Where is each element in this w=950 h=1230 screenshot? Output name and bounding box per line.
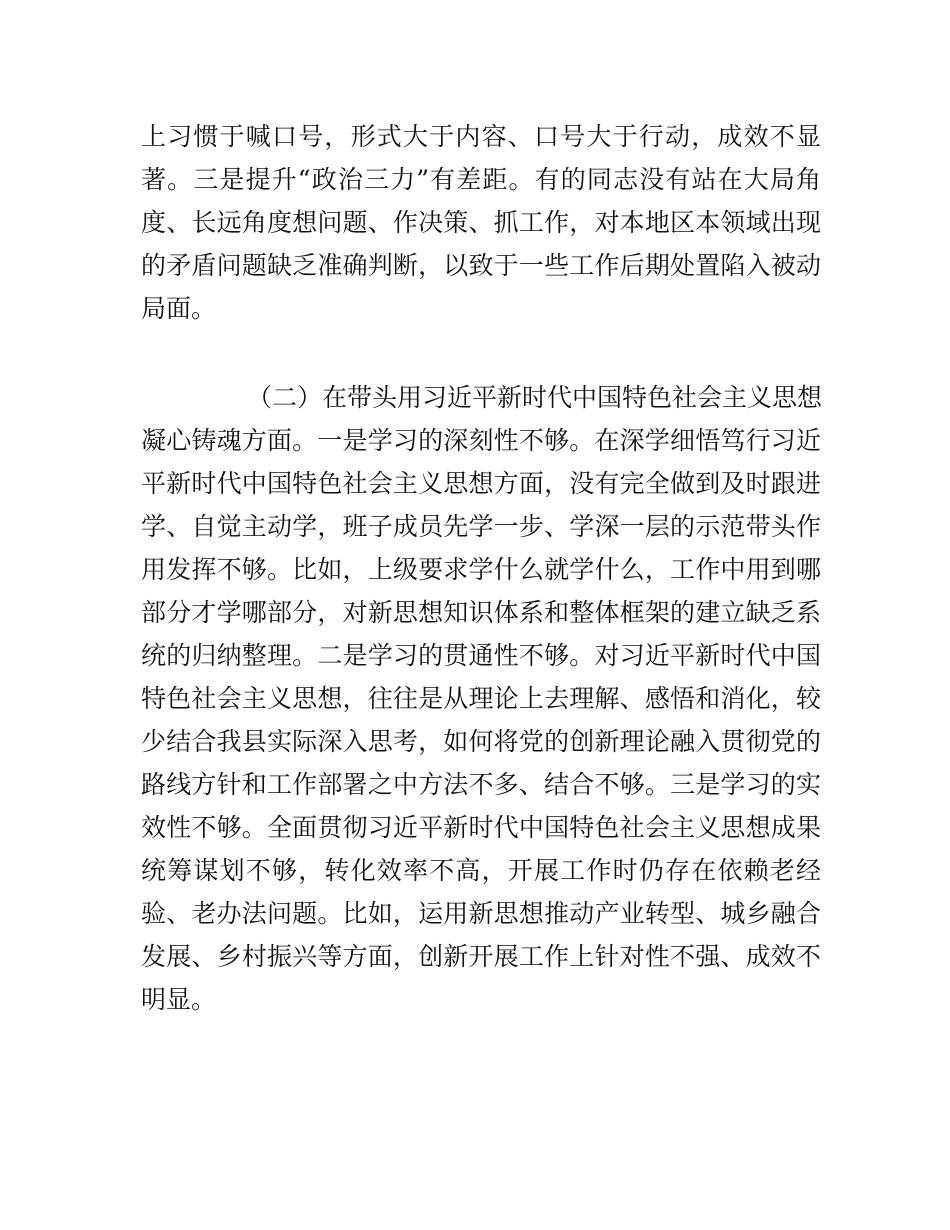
text-line: 用发挥不够。比如，上级要求学什么就学什么，工作中用到哪 xyxy=(141,555,821,584)
text-line: 的矛盾问题缺乏准确判断，以致于一些工作后期处置陷入被动 xyxy=(141,251,821,280)
text-line: 凝心铸魂方面。一是学习的深刻性不够。在深学细悟笃行习近 xyxy=(141,426,821,455)
text-line: 上习惯于喊口号，形式大于内容、口号大于行动，成效不显 xyxy=(141,122,821,151)
text-line: 统的归纳整理。二是学习的贯通性不够。对习近平新时代中国 xyxy=(141,641,821,670)
text-line: 学、自觉主动学，班子成员先学一步、学深一层的示范带头作 xyxy=(141,512,821,541)
text-line: 明显。 xyxy=(141,985,217,1014)
text-line: 少结合我县实际深入思考，如何将党的创新理论融入贯彻党的 xyxy=(141,727,821,756)
section-heading-line: （二）在带头用习近平新时代中国特色社会主义思想 xyxy=(247,383,823,412)
text-line: 效性不够。全面贯彻习近平新时代中国特色社会主义思想成果 xyxy=(141,813,821,842)
text-line: 部分才学哪部分，对新思想知识体系和整体框架的建立缺乏系 xyxy=(141,598,821,627)
text-line: 度、长远角度想问题、作决策、抓工作，对本地区本领域出现 xyxy=(141,208,821,237)
text-line: 路线方针和工作部署之中方法不多、结合不够。三是学习的实 xyxy=(141,770,821,799)
text-line: 著。三是提升“政治三力”有差距。有的同志没有站在大局角 xyxy=(141,165,821,194)
text-line: 验、老办法问题。比如，运用新思想推动产业转型、城乡融合 xyxy=(141,899,821,928)
text-line: 统筹谋划不够，转化效率不高，开展工作时仍存在依赖老经 xyxy=(141,856,821,885)
text-line: 特色社会主义思想，往往是从理论上去理解、感悟和消化，较 xyxy=(141,684,821,713)
text-line: 平新时代中国特色社会主义思想方面，没有完全做到及时跟进 xyxy=(141,469,821,498)
text-line: 局面。 xyxy=(141,294,217,323)
text-line: 发展、乡村振兴等方面，创新开展工作上针对性不强、成效不 xyxy=(141,942,821,971)
